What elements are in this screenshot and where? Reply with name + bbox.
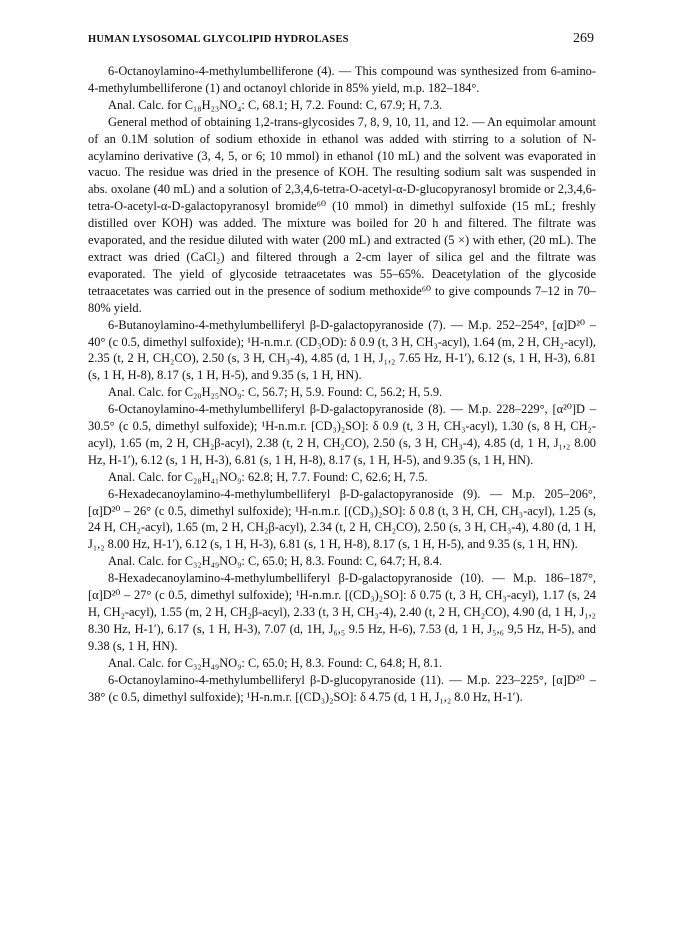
- paragraph-compound-8-anal: Anal. Calc. for C₂₈H₄₁NO₉: 62.8; H, 7.7. Found: C, 62.6; H, 7.5.: [108, 469, 428, 484]
- body-text: [88, 63, 596, 705]
- paragraph-compound-9-anal: Anal. Calc. for C₃₂H₄₉NO₉: C, 65.0; H, 8.3. Found: C, 64.7; H, 8.4.: [108, 554, 443, 569]
- paragraph-compound-10-anal: Anal. Calc. for C₃₂H₄₉NO₉: C, 65.0; H, 8.3. Found: C, 64.8; H, 8.1.: [108, 655, 443, 670]
- paragraph-compound-9: 6-Hexadecanoylamino-4-methylumbelliferyl β-D-galactopyranoside (9). — M.p. 205–206°, [α]D²⁰ – 26° (c 0.5, dimethyl sulfoxide); ¹H-n.m.r. [(CD₃)₂SO]: δ 0.8 (t, 3 H, CH, CH₃-acyl), 1.25 (s, 24 H, CH₂-acyl), 1.65 (m, 2 H, CH₂β-acyl), 2.34 (t, 2 H, CH₂CO), 2.50 (s, 3 H, CH₃-4), 4.80 (d, 1 H, J₁,₂ 8.00 Hz, H-1′), 6.12 (s, 1 H, H-3), 6.81 (s, 1 H, H-8), 8.17 (s, 1 H, H-5), and 9.35 (s, 1 H, HN).: [88, 486, 596, 552]
- paragraph-compound-11: 6-Octanoylamino-4-methylumbelliferyl β-D-glucopyranoside (11). — M.p. 223–225°, [α]D²⁰ – 38° (c 0.5, dimethyl sulfoxide); ¹H-n.m.r. [(CD₃)₂SO]: δ 4.75 (d, 1 H, J₁,₂ 8.0 Hz, H-1′).: [88, 672, 596, 704]
- page-number: 269: [573, 31, 594, 46]
- paragraph-compound-10: 8-Hexadecanoylamino-4-methylumbelliferyl β-D-galactopyranoside (10). — M.p. 186–187°, [α]D²⁰ – 27° (c 0.5, dimethyl sulfoxide); ¹H-n.m.r. [(CD₃)₂SO]: δ 0.75 (t, 3 H, CH₃-acyl), 1.17 (s, 24 H, CH₂-acyl), 1.55 (m, 2 H, CH₂β-acyl), 2.33 (t, 3 H, CH₃-4), 2.40 (t, 2 H, CH₂CO), 4.90 (d, 1 H, J₁,₂ 8.30 Hz, H-1′), 6.17 (s, 1 H, H-3), 7.07 (d, 1H, J₆,₅ 9.5 Hz, H-6), 7.53 (d, 1 H, J₅,₆ 9,5 Hz, H-5), and 9.38 (s, 1 H, HN).: [88, 571, 596, 653]
- paragraph-compound-7-anal: Anal. Calc. for C₂₀H₂₅NO₉: C, 56.7; H, 5.9. Found: C, 56.2; H, 5.9.: [108, 385, 443, 400]
- paragraph-general-method: General method of obtaining 1,2-trans-glycosides 7, 8, 9, 10, 11, and 12. — An equimolar amount of an 0.1M solution of sodium ethoxide in ethanol was added with stirring to a solution of N-acylamino derivative (3, 4, 5, or 6; 10 mmol) in ethanol (10 mL) and the solvent was evaporated in vacuo. The residue was dried in the presence of KOH. The resulting sodium salt was suspended in abs. oxolane (40 mL) and a solution of 2,3,4,6-tetra-O-acetyl-α-D-glucopyranosyl bromide or 2,3,4,6-tetra-O-acetyl-α-D-galactopyranosyl bromide⁶⁰ (10 mmol) in dimethyl sulfoxide (15 mL; freshly distilled over KOH) was added. The mixture was boiled for 20 h and filtered. The filtrate was evaporated, and the residue diluted with water (200 mL) and extracted (5 ×) with ether, (20 mL). The extract was dried (CaCl₂) and filtered through a 2-cm layer of silica gel and the filtrate was evaporated. The yield of glycoside tetraacetates was 55–65%. Deacetylation of the glycoside tetraacetates was carried out in the presence of sodium methoxide⁶⁰ to give compounds 7–12 in 70–80% yield.: [88, 114, 596, 315]
- paragraph-octanoylamino-coumarin-anal: Anal. Calc. for C₁₈H₂₃NO₄: C, 68.1; H, 7.2. Found: C, 67.9; H, 7.3.: [108, 97, 443, 112]
- paragraph-octanoylamino-coumarin-prep: 6-Octanoylamino-4-methylumbelliferone (4). — This compound was synthesized from 6-amino-4-methylumbelliferone (1) and octanoyl chloride in 85% yield, m.p. 182–184°.: [88, 64, 596, 95]
- paragraph-compound-8: 6-Octanoylamino-4-methylumbelliferyl β-D-galactopyranoside (8). — M.p. 228–229°, [α²⁰]D – 30.5° (c 0.5, dimethyl sulfoxide); ¹H-n.m.r. [CD₃)₂SO]: δ 0.9 (t, 3 H, CH₃-acyl), 1.30 (s, 8 H, CH₂-acyl), 1.65 (m, 2 H, CH₂β-acyl), 2.38 (t, 2 H, CH₂CO), 2.50 (s, 3 H, CH₃-4), 4.85 (d, 1 H, J₁,₂ 8.00 Hz, H-1′), 6.12 (s, 1 H, H-3), 6.81 (s, 1 H, H-8), 8.17 (s, 1 H, H-5), and 9.35 (s, 1 H, HN).: [88, 402, 596, 467]
- running-head: HUMAN LYSOSOMAL GLYCOLIPID HYDROLASES: [88, 34, 349, 45]
- paragraph-compound-7: 6-Butanoylamino-4-methylumbelliferyl β-D-galactopyranoside (7). — M.p. 252–254°, [α]D²⁰ – 40° (c 0.5, dimethyl sulfoxide); ¹H-n.m.r. (CD₃OD): δ 0.9 (t, 3 H, CH₃-acyl), 1.64 (m, 2 H, CH₂-acyl), 2.35 (t, 2 H, CH₂CO), 2.50 (s, 3 H, CH₃-4), 4.85 (d, 1 H, J₁,₂ 7.65 Hz, H-1′), 6.12 (s, 1 H, H-3), 6.81 (s, 1 H, H-8), 8.17 (s, 1 H, H-5), and 9.35 (s, 1 H, HN).: [88, 317, 596, 383]
